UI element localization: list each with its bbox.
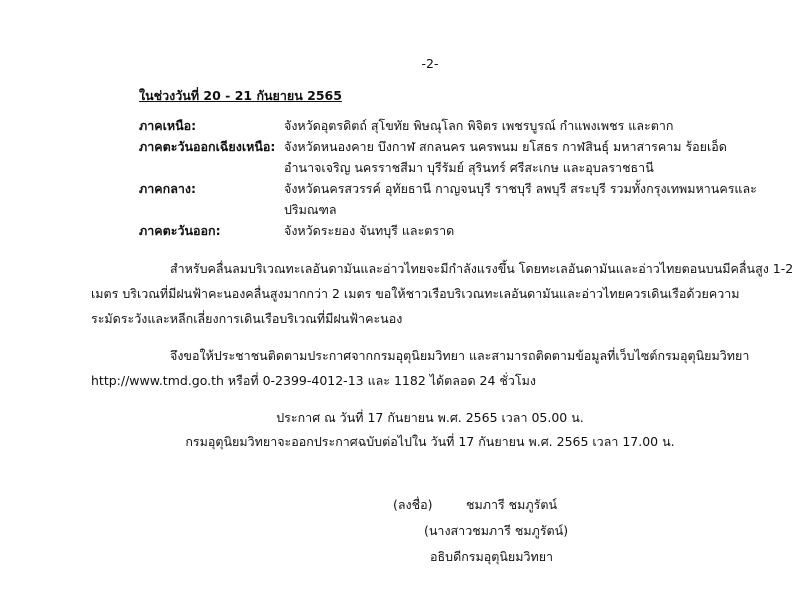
period-heading: ในช่วงวันที่ 20 - 21 กันยายน 2565 [139,88,342,103]
region-text-north: จังหวัดอุตรดิตถ์ สุโขทัย พิษณุโลก พิจิตร เพชรบูรณ์ กำแพงเพชร และตาก [284,118,674,133]
waves-paragraph-line-3: ระมัดระวังและหลีกเลี่ยงการเดินเรือบริเวณที่มีฝนฟ้าคะนอง [91,311,403,326]
region-label-north: ภาคเหนือ: [139,118,197,133]
signatory-full-name: (นางสาวชมภารี ชมภูรัตน์) [424,523,569,538]
next-announcement: กรมอุตุนิยมวิทยาจะออกประกาศฉบับต่อไปใน วันที่ 17 กันยายน พ.ศ. 2565 เวลา 17.00 น. [185,434,675,449]
page-number: -2- [421,56,439,71]
region-label-central: ภาคกลาง: [139,181,196,196]
region-text-east: จังหวัดระยอง จันทบุรี และตราด [284,223,455,238]
signatory-position: อธิบดีกรมอุตุนิยมวิทยา [430,549,554,564]
waves-paragraph-line-2: เมตร บริเวณที่มีฝนฟ้าคะนองคลื่นสูงมากกว่า 2 เมตร ขอให้ชาวเรือบริเวณทะเลอันดามันและอ่าวไทยควรเดินเรือด้วยความ [91,286,740,301]
signature-prefix: (ลงชื่อ) [393,497,433,512]
advice-paragraph-line-2: http://www.tmd.go.th หรือที่ 0-2399-4012-13 และ 1182 ได้ตลอด 24 ชั่วโมง [91,373,536,388]
region-text-northeast-line-2: อำนาจเจริญ นครราชสีมา บุรีรัมย์ สุรินทร์ ศรีสะเกษ และอุบลราชธานี [284,160,654,175]
advice-paragraph-line-1: จึงขอให้ประชาชนติดตามประกาศจากกรมอุตุนิยมวิทยา และสามารถติดตามข้อมูลที่เว็บไซต์กรมอุตุนิยมวิทยา [170,348,750,363]
region-text-central-line-1: จังหวัดนครสวรรค์ อุทัยธานี กาญจนบุรี ราชบุรี ลพบุรี สระบุรี รวมทั้งกรุงเทพมหานครและ [284,181,757,196]
region-text-northeast-line-1: จังหวัดหนองคาย บึงกาฬ สกลนคร นครพนม ยโสธร กาฬสินธุ์ มหาสารคาม ร้อยเอ็ด [284,139,727,154]
region-text-central-line-2: ปริมณฑล [284,202,337,217]
region-label-northeast: ภาคตะวันออกเฉียงเหนือ: [139,139,276,154]
waves-paragraph-line-1: สำหรับคลื่นลมบริเวณทะเลอันดามันและอ่าวไทยจะมีกำลังแรงขึ้น โดยทะเลอันดามันและอ่าวไทยตอนบนมีคลื่นสูง 1-2 [170,261,794,276]
signed-name: ชมภารี ชมภูรัตน์ [466,497,558,512]
region-label-east: ภาคตะวันออก: [139,223,221,238]
announced-datetime: ประกาศ ณ วันที่ 17 กันยายน พ.ศ. 2565 เวลา 05.00 น. [276,410,584,425]
